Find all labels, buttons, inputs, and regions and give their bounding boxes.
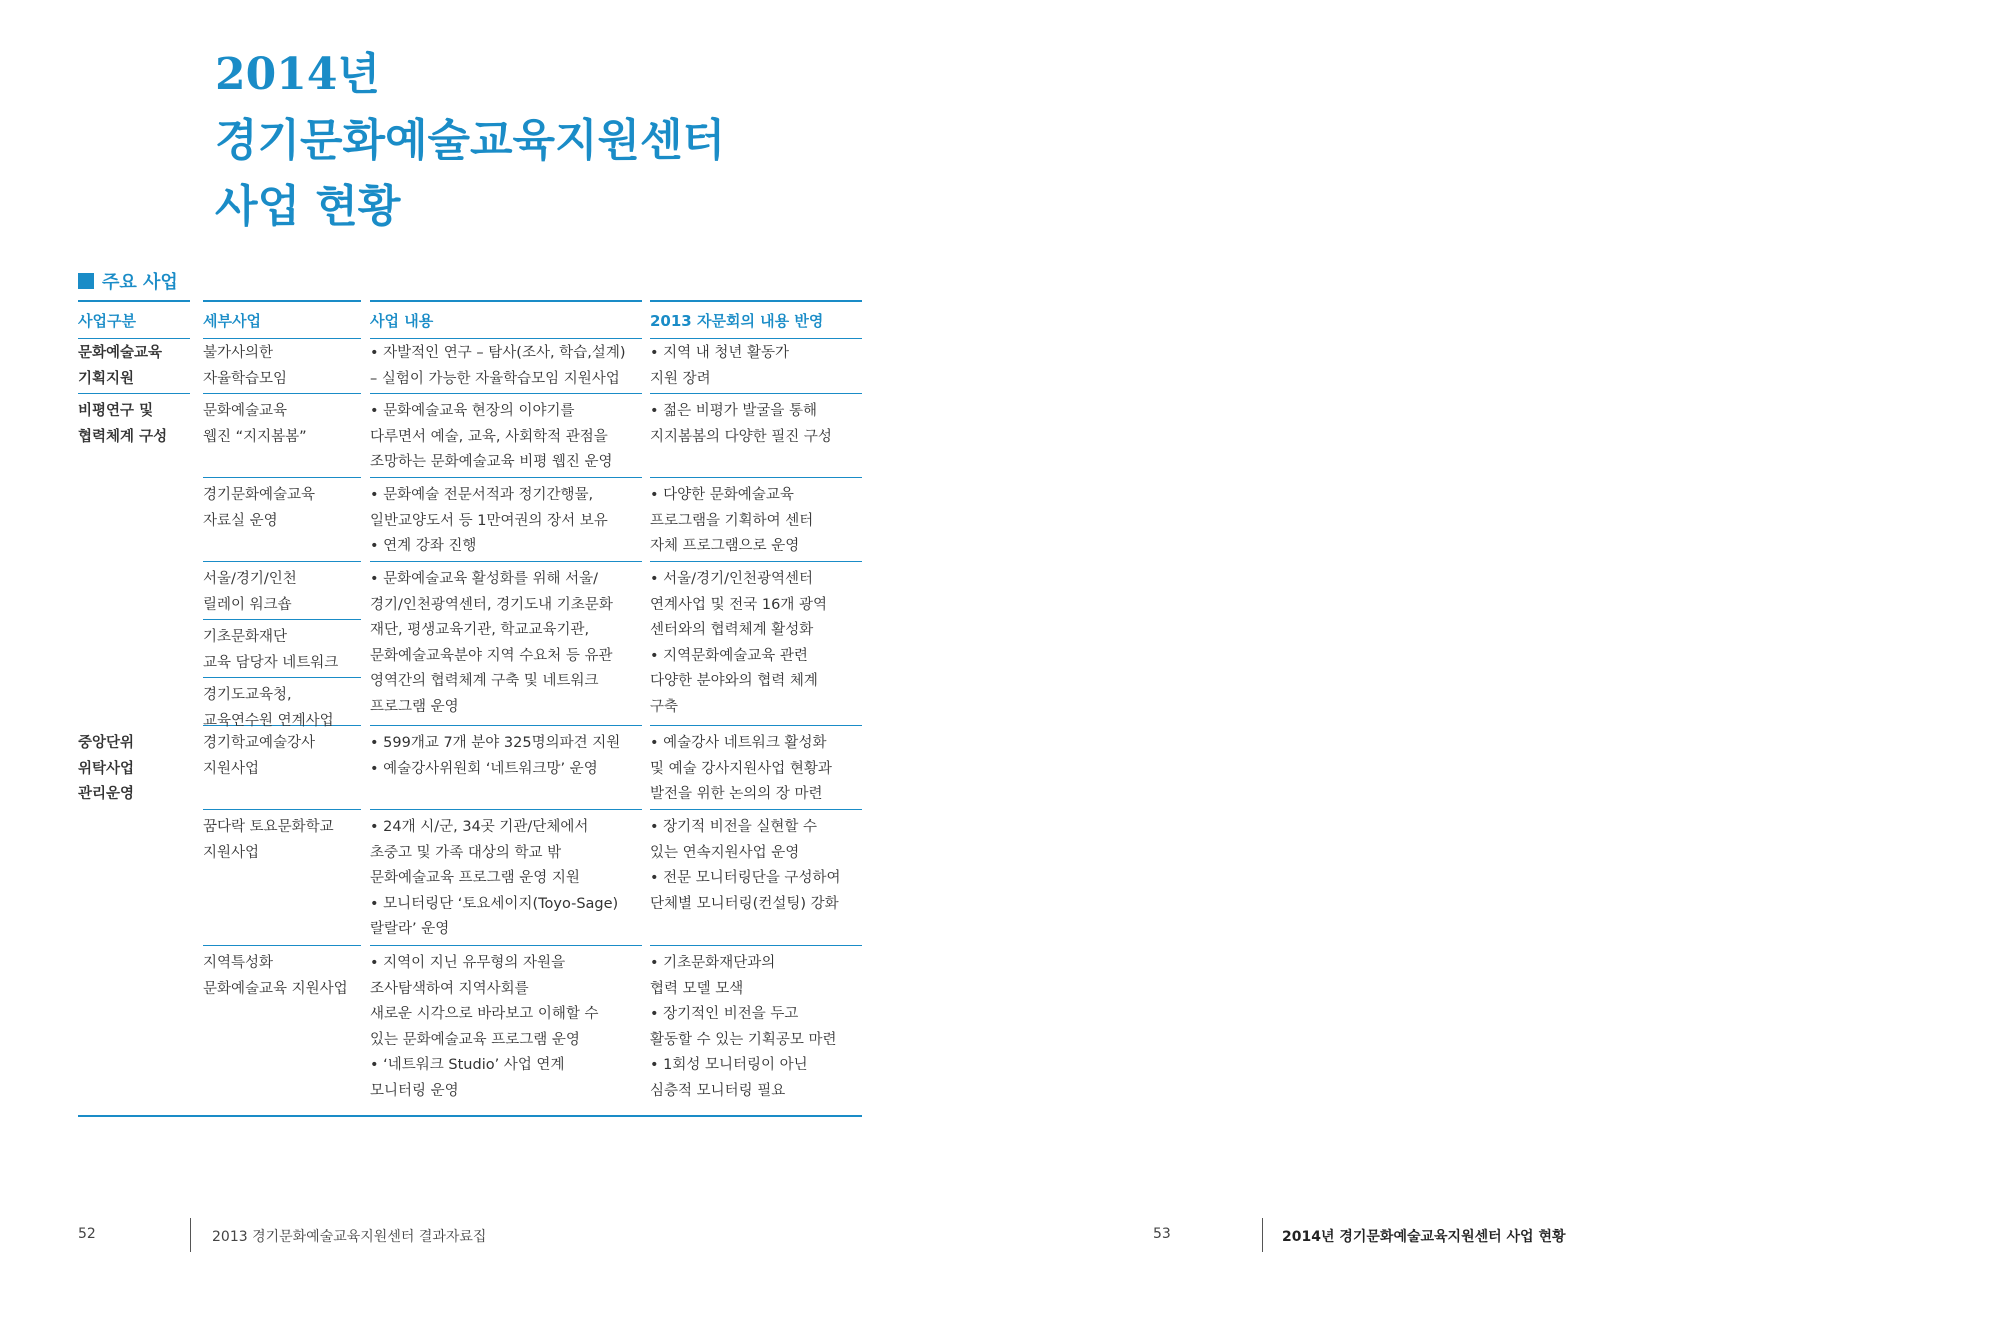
section-heading (78, 268, 178, 294)
title-line-year: 2014년 (215, 49, 380, 100)
content-cell: • 문화예술교육 활성화를 위해 서울/ 경기/인천광역센터, 경기도내 기초문화 재단, 평생교육기관, 학교교육기관, 문화예술교육분야 지역 수요처 등 유관 영역간의 협력체계 구축 및 네트워크 프로그램 운영 (370, 562, 642, 726)
feedback-cell: • 기초문화재단과의 협력 모델 모색 • 장기적인 비전을 두고 활동할 수 있는 기획공모 마련 • 1회성 모니터링이 아닌 심층적 모니터링 필요 (650, 955, 837, 1099)
category-cell: 문화예술교육 기획지원 (78, 336, 190, 394)
content-cell: • 문화예술교육 현장의 이야기를 다루면서 예술, 교육, 사회학적 관점을 조망하는 문화예술교육 비평 웹진 운영 (370, 394, 642, 478)
content-cell: • 문화예술 전문서적과 정기간행물, 일반교양도서 등 1만여권의 장서 보유 • 연계 강좌 진행 (370, 478, 642, 562)
content-cell: • 자발적인 연구 – 탐사(조사, 학습,설계) – 실험이 가능한 자율학습모임 지원사업 (370, 336, 642, 394)
content-cell: • 지역이 지닌 유무형의 자원을 조사탐색하여 지역사회를 새로운 시각으로 바라보고 이해할 수 있는 문화예술교육 프로그램 운영 • ‘네트워크 Studio’ 사업 연계 모니터링 운영 (370, 955, 599, 1099)
subproject-cell: 꿈다락 토요문화학교 지원사업 (203, 810, 361, 946)
right-footer-divider (1262, 1218, 1263, 1252)
left-page-number: 52 (78, 1226, 96, 1242)
header-subproject: 세부사업 (203, 300, 361, 339)
category-cell: 비평연구 및 협력체계 구성 (78, 403, 168, 445)
section-heading-label: 주요 사업 (102, 272, 178, 293)
page-title (215, 42, 725, 240)
subproject-cell: 기초문화재단 교육 담당자 네트워크 (203, 620, 361, 678)
header-feedback: 2013 자문회의 내용 반영 (650, 300, 862, 339)
content-cell: • 24개 시/군, 34곳 기관/단체에서 초중고 및 가족 대상의 학교 밖 문화예술교육 프로그램 운영 지원 • 모니터링단 ‘토요세이지(Toyo-Sage) 랄랄라’ 운영 (370, 810, 642, 946)
feedback-cell: • 젊은 비평가 발굴을 통해 지지봄봄의 다양한 필진 구성 (650, 394, 862, 478)
title-line-center: 경기문화예술교육지원센터 (215, 115, 726, 166)
subproject-cell: 경기학교예술강사 지원사업 (203, 726, 361, 810)
header-category: 사업구분 (78, 300, 190, 339)
right-page-number: 53 (1153, 1226, 1171, 1242)
subproject-cell: 문화예술교육 웹진 “지지봄봄” (203, 394, 361, 478)
subproject-cell: 서울/경기/인천 릴레이 워크숍 (203, 562, 361, 620)
feedback-cell: • 서울/경기/인천광역센터 연계사업 및 전국 16개 광역 센터와의 협력체계 활성화 • 지역문화예술교육 관련 다양한 분야와의 협력 체계 구축 (650, 562, 862, 726)
feedback-cell: • 지역 내 청년 활동가 지원 장려 (650, 336, 862, 394)
feedback-cell: • 장기적 비전을 실현할 수 있는 연속지원사업 운영 • 전문 모니터링단을 구성하여 단체별 모니터링(컨설팅) 강화 (650, 810, 862, 946)
subproject-cell: 경기문화예술교육 자료실 운영 (203, 478, 361, 562)
content-cell: • 599개교 7개 분야 325명의파견 지원 • 예술강사위원회 ‘네트워크망’ 운영 (370, 726, 642, 810)
left-footer-title: 2013 경기문화예술교육지원센터 결과자료집 (212, 1229, 487, 1245)
header-content: 사업 내용 (370, 300, 642, 339)
category-cell: 중앙단위 위탁사업 관리운영 (78, 735, 135, 803)
subproject-cell: 지역특성화 문화예술교육 지원사업 (203, 955, 348, 997)
subproject-cell: 불가사의한 자율학습모임 (203, 336, 361, 394)
right-footer-title: 2014년 경기문화예술교육지원센터 사업 현황 (1282, 1229, 1566, 1245)
subproject-cell: 경기도교육청, 교육연수원 연계사업 (203, 678, 361, 726)
feedback-cell: • 다양한 문화예술교육 프로그램을 기획하여 센터 자체 프로그램으로 운영 (650, 478, 862, 562)
feedback-cell: • 예술강사 네트워크 활성화 및 예술 강사지원사업 현황과 발전을 위한 논의의 장 마련 (650, 726, 862, 810)
left-footer-divider (190, 1218, 191, 1252)
title-line-status: 사업 현황 (215, 181, 401, 232)
square-bullet-icon (78, 273, 94, 289)
table-bottom-rule (78, 1115, 862, 1117)
